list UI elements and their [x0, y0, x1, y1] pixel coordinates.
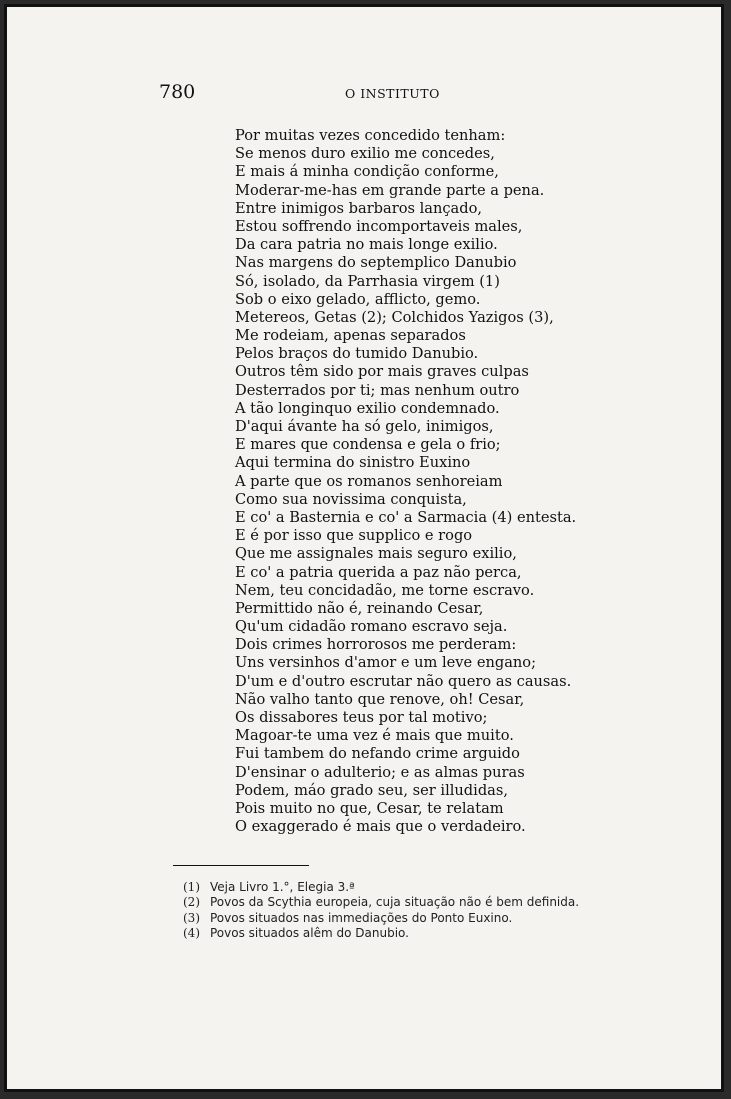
- footnote-text: Povos situados nas immediações do Ponto Euxino.: [210, 910, 513, 925]
- poem-line: Nem, teu concidadão, me torne escravo.: [235, 581, 535, 599]
- poem-line: Qu'um cidadão romano escravo seja.: [235, 618, 508, 636]
- poem-line: Desterrados por ti; mas nenhum outro: [235, 381, 520, 399]
- poem-line: E mares que condensa e gela o frio;: [235, 436, 501, 454]
- poem-line: Outros têm sido por mais graves culpas: [235, 363, 529, 381]
- footnote-mark: (1): [183, 880, 200, 894]
- book-page: [4, 4, 724, 1092]
- poem-line: Pois muito no que, Cesar, te relatam: [235, 799, 504, 817]
- footnote: [183, 911, 579, 926]
- poem-line: D'aqui ávante ha só gelo, inimigos,: [235, 418, 494, 435]
- poem-line: Se menos duro exilio me concedes,: [235, 145, 495, 163]
- poem-line: Magoar-te uma vez é mais que muito.: [235, 727, 514, 745]
- footnote: [183, 880, 579, 895]
- poem-line: E co' a Basternia e co' a Sarmacia (4) entesta.: [235, 508, 577, 526]
- poem-line: D'um e d'outro escrutar não quero as causas.: [235, 672, 572, 690]
- poem-line: A tão longinquo exilio condemnado.: [235, 399, 500, 417]
- footnote-text: Povos situados alêm do Danubio.: [210, 925, 409, 940]
- running-title: O INSTITUTO: [345, 86, 440, 101]
- poem-line: Metereos, Getas (2); Colchidos Yazigos (3),: [235, 308, 554, 326]
- poem-line: Fui tambem do nefando crime arguido: [235, 745, 520, 763]
- poem-line: Pelos braços do tumido Danubio.: [235, 345, 479, 363]
- poem-line: Dois crimes horrorosos me perderam:: [235, 636, 517, 654]
- poem-line: Permittido não é, reinando Cesar,: [235, 599, 484, 617]
- footnote-mark: (4): [183, 925, 200, 940]
- page-number: 780: [159, 81, 196, 103]
- poem-line: Uns versinhos d'amor e um leve engano;: [235, 654, 537, 672]
- poem-line: Que me assignales mais seguro exilio,: [235, 545, 517, 563]
- poem-line: Só, isolado, da Parrhasia virgem (1): [235, 272, 500, 290]
- poem-line: Moderar-me-has em grande parte a pena.: [235, 181, 545, 199]
- poem-line: Sob o eixo gelado, afflicto, gemo.: [235, 290, 481, 308]
- poem-text: [235, 127, 576, 836]
- poem-line: O exaggerado é mais que o verdadeiro.: [235, 818, 526, 836]
- poem-line: Por muitas vezes concedido tenham:: [235, 127, 506, 144]
- poem-line: E mais á minha condição conforme,: [235, 163, 499, 181]
- poem-line: Não valho tanto que renove, oh! Cesar,: [235, 690, 525, 708]
- footnote: [183, 895, 579, 910]
- poem-line: Estou soffrendo incomportaveis males,: [235, 217, 523, 235]
- footnote-mark: (2): [183, 895, 200, 910]
- footnote-mark: (3): [183, 910, 200, 925]
- poem-line: Nas margens do septemplico Danubio: [235, 254, 517, 272]
- poem-line: Da cara patria no mais longe exilio.: [235, 236, 498, 254]
- poem-line: E co' a patria querida a paz não perca,: [235, 563, 522, 581]
- footnotes: [183, 880, 579, 941]
- poem-line: D'ensinar o adulterio; e as almas puras: [235, 763, 525, 781]
- poem-line: E é por isso que supplico e rogo: [235, 527, 473, 545]
- poem-line: Os dissabores teus por tal motivo;: [235, 709, 488, 726]
- poem-line: Podem, máo grado seu, ser illudidas,: [235, 781, 508, 799]
- poem-line: Aqui termina do sinistro Euxino: [235, 454, 471, 472]
- poem-line: Entre inimigos barbaros lançado,: [235, 199, 483, 217]
- footnote-text: Veja Livro 1.°, Elegia 3.ª: [210, 880, 355, 894]
- poem-line: A parte que os romanos senhoreiam: [235, 472, 503, 490]
- poem-line: Me rodeiam, apenas separados: [235, 327, 466, 345]
- footnote-rule: [173, 865, 309, 866]
- footnote: [183, 926, 579, 941]
- poem-line: Como sua novissima conquista,: [235, 490, 467, 508]
- footnote-text: Povos da Scythia europeia, cuja situação não é bem definida.: [210, 895, 580, 910]
